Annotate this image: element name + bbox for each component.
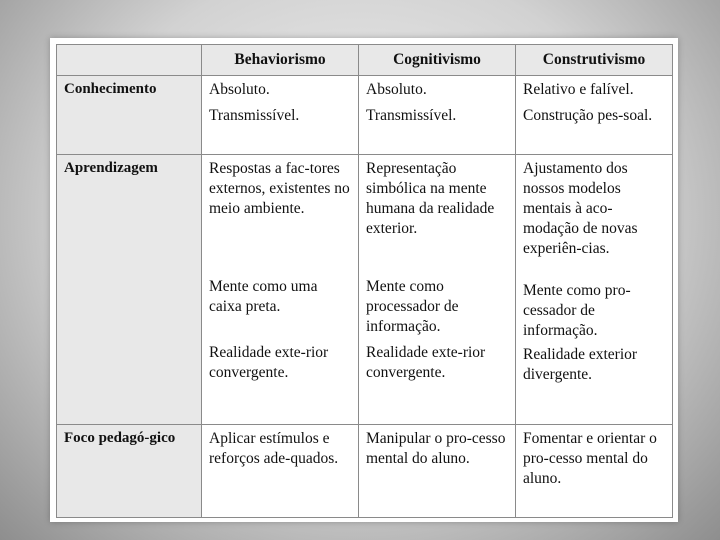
cell-foco-construtivismo bbox=[516, 424, 673, 517]
cell-text: Realidade exte-rior convergente. bbox=[366, 343, 486, 381]
slide-frame bbox=[50, 38, 678, 522]
cell-text: Mente como pro-cessador de informação. bbox=[523, 281, 631, 340]
corner-cell bbox=[57, 45, 202, 76]
cell-conhecimento-construtivismo bbox=[516, 76, 673, 155]
table-row bbox=[57, 424, 673, 517]
cell-text: Relativo e falível. bbox=[523, 81, 634, 98]
table-row bbox=[57, 154, 673, 424]
cell-text: Fomentar e orientar o pro-cesso mental do aluno. bbox=[523, 429, 657, 488]
cell-aprendizagem-behaviorismo bbox=[202, 154, 359, 424]
cell-foco-behaviorismo bbox=[202, 424, 359, 517]
row-label-conhecimento: Conhecimento bbox=[57, 76, 202, 155]
cell-text: Transmissível. bbox=[209, 107, 300, 125]
cell-aprendizagem-construtivismo bbox=[516, 154, 673, 424]
cell-conhecimento-cognitivismo bbox=[359, 76, 516, 155]
cell-text: Realidade exte-rior convergente. bbox=[209, 343, 329, 381]
cell-text: Construção pes-soal. bbox=[523, 107, 653, 125]
header-behaviorismo: Behaviorismo bbox=[202, 45, 359, 76]
table-header-row bbox=[57, 45, 673, 76]
cell-text: Realidade exterior divergente. bbox=[523, 345, 638, 383]
cell-text: Absoluto. bbox=[366, 81, 427, 98]
cell-text: Absoluto. bbox=[209, 81, 270, 98]
cell-text: Mente como processador de informação. bbox=[366, 277, 459, 336]
cell-text: Representação simbólica na mente humana da realidade exterior. bbox=[366, 159, 495, 238]
cell-aprendizagem-cognitivismo bbox=[359, 154, 516, 424]
header-construtivismo: Construtivismo bbox=[516, 45, 673, 76]
comparison-table bbox=[56, 44, 673, 518]
cell-text: Mente como uma caixa preta. bbox=[209, 277, 318, 315]
cell-text: Respostas a fac-tores externos, existentes no meio ambiente. bbox=[209, 159, 350, 218]
cell-text: Manipular o pro-cesso mental do aluno. bbox=[366, 429, 506, 468]
cell-foco-cognitivismo bbox=[359, 424, 516, 517]
cell-text: Ajustamento dos nossos modelos mentais à aco-modação de novas experiên-cias. bbox=[523, 159, 638, 258]
cell-conhecimento-behaviorismo bbox=[202, 76, 359, 155]
header-cognitivismo: Cognitivismo bbox=[359, 45, 516, 76]
table-row bbox=[57, 76, 673, 155]
cell-text: Transmissível. bbox=[366, 107, 457, 125]
row-label-aprendizagem: Aprendizagem bbox=[57, 154, 202, 424]
cell-text: Aplicar estímulos e reforços ade-quados. bbox=[209, 429, 339, 468]
row-label-foco-pedagogico: Foco pedagó-gico bbox=[57, 424, 202, 517]
